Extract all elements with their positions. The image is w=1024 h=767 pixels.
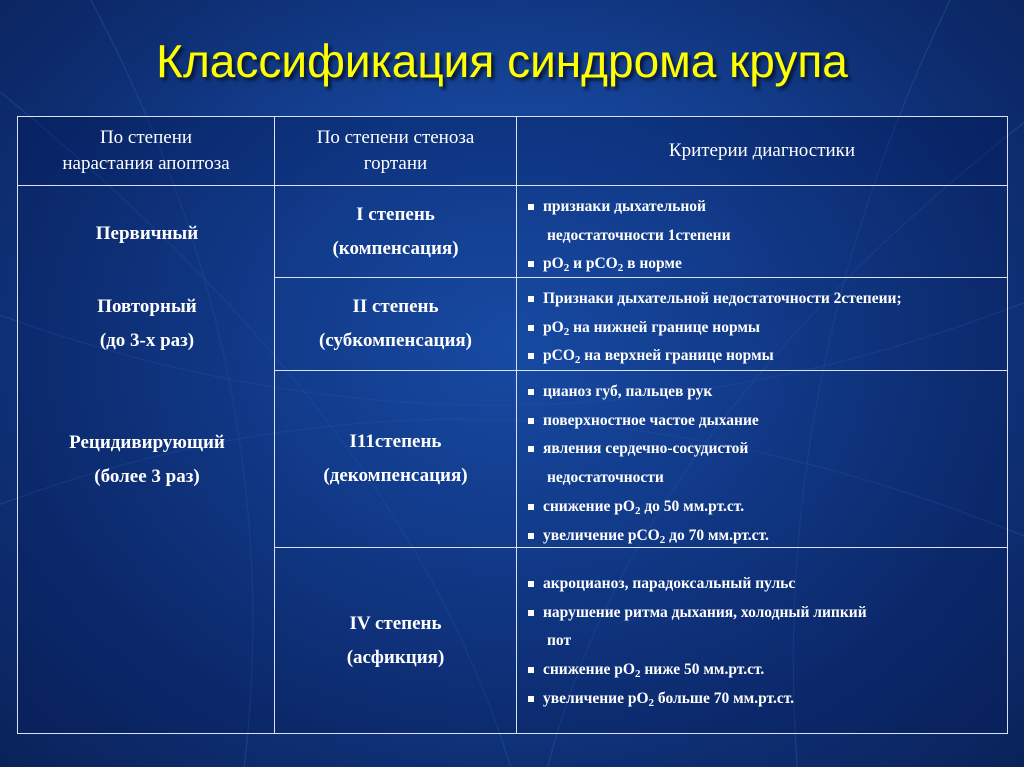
criteria-item: акроцианоз, парадоксальный пульс xyxy=(527,570,1001,599)
header-line: гортани xyxy=(363,153,428,174)
criteria-1-cell xyxy=(516,185,1008,278)
degree-status: (компенсация) xyxy=(332,237,459,259)
degree-4-cell xyxy=(274,547,517,734)
degree-3-cell xyxy=(274,370,517,548)
degree-status: (асфикция) xyxy=(346,646,445,668)
criteria-item: явления сердечно-сосудистой недостаточности xyxy=(527,435,1001,492)
criteria-item: снижение $рО_2$ до 50 мм.рт.ст. xyxy=(527,493,1001,522)
criteria-item: поверхностное частое дыхание xyxy=(527,407,1001,436)
degree-status: (субкомпенсация) xyxy=(318,330,473,351)
criteria-2-cell xyxy=(516,277,1008,371)
criteria-item: признаки дыхательной недостаточности 1степени xyxy=(527,193,1001,250)
header-cell-criteria xyxy=(516,116,1008,186)
header-line: По степени стеноза xyxy=(316,127,475,148)
header-cell-apoptosis xyxy=(17,116,275,186)
criteria-item: $рО_2$ на нижней границе нормы xyxy=(527,314,1001,343)
degree-name: I степень xyxy=(356,203,435,225)
criteria-item: увеличение рСО$_2$ до 70 мм.рт.ст. xyxy=(527,522,1001,551)
header-cell-stenosis xyxy=(274,116,517,186)
apoptosis-column xyxy=(17,185,275,734)
classification-table xyxy=(17,116,1008,734)
header-line: Критерии диагностики xyxy=(668,140,856,161)
criteria-item: снижение $рО_2$ ниже 50 мм.рт.ст. xyxy=(527,656,1001,685)
criteria-item: увеличение $рО_2$ больше 70 мм.рт.ст. xyxy=(527,685,1001,714)
criteria-3-cell xyxy=(516,370,1008,548)
degree-2-cell xyxy=(274,277,517,371)
criteria-4-cell xyxy=(516,547,1008,734)
degree-1-cell xyxy=(274,185,517,278)
degree-name: IV степень xyxy=(349,612,442,634)
degree-name: II степень xyxy=(352,296,439,317)
criteria-item: $рО_2$ и рСО$_2$ в норме xyxy=(527,250,1001,279)
criteria-item: нарушение ритма дыхания, холодный липкий пот xyxy=(527,599,1001,656)
apoptosis-primary: Первичный xyxy=(95,223,199,244)
degree-status: (декомпенсация) xyxy=(323,465,468,486)
criteria-item: рСО$_2$ на верхней границе нормы xyxy=(527,342,1001,371)
apoptosis-repeated: Повторный (до 3-х раз) xyxy=(97,296,197,351)
header-line: нарастания апоптоза xyxy=(62,153,230,174)
degree-name: I11степень xyxy=(349,431,442,452)
criteria-item: цианоз губ, пальцев рук xyxy=(527,378,1001,407)
criteria-item: Признаки дыхательной недостаточности 2степеии; xyxy=(527,285,1001,314)
header-line: По степени xyxy=(99,127,193,148)
slide-title: Классификация синдрома крупа xyxy=(156,35,848,87)
apoptosis-recurrent: Рецидивирующий (более 3 раз) xyxy=(69,432,225,487)
